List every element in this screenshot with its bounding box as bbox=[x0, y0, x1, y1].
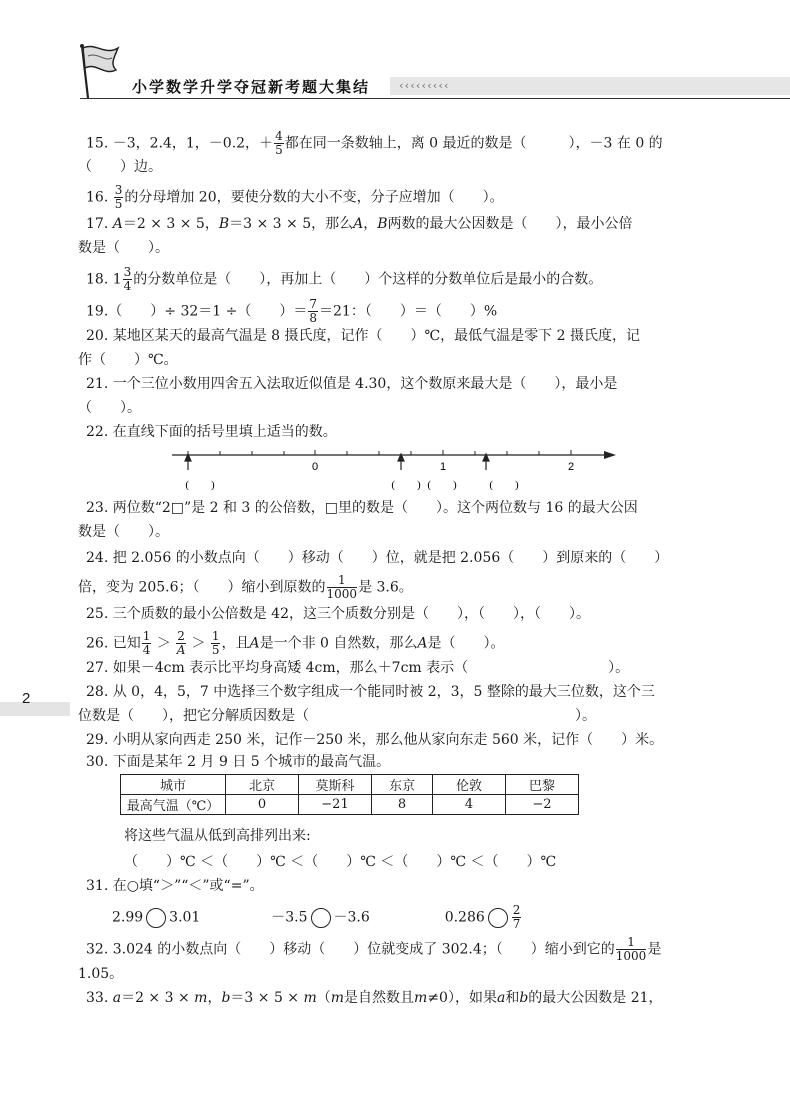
header-arrows: ‹‹‹‹‹‹‹‹‹ bbox=[398, 79, 449, 92]
q24-line2: 倍，变为 205.6；（ ）缩小到原数的 $\frac{1}{1000}$ 是 3.6。 bbox=[78, 573, 413, 601]
compare-circle bbox=[488, 908, 508, 928]
table-cell: 8 bbox=[372, 795, 433, 815]
fraction: $\frac{1}{1000}$ bbox=[615, 935, 647, 963]
q30-instruction: 将这些气温从低到高排列出来: bbox=[124, 828, 311, 844]
fraction: $\frac{2}{A}$ bbox=[176, 629, 186, 657]
q31: 31. 在○填“＞”“＜”或“=”。 bbox=[86, 878, 264, 894]
q29: 29. 小明从家向西走 250 米，记作－250 米，那么他从家向东走 560 米，记作（ ）米。 bbox=[86, 732, 664, 748]
fraction: $\frac{4}{5}$ bbox=[275, 129, 283, 157]
q16: 16. $\frac{3}{5}$ 的分母增加 20，要使分数的大小不变，分子应增加（ ）。 bbox=[86, 183, 504, 211]
table-cell: 城市 bbox=[121, 775, 226, 795]
number-line-label-1: 1 bbox=[439, 461, 447, 473]
table-row bbox=[121, 775, 579, 795]
number-line-blank-2: ( ) bbox=[391, 479, 421, 491]
number-line-label-2: 2 bbox=[567, 461, 575, 473]
q30: 30. 下面是某年 2 月 9 日 5 个城市的最高气温。 bbox=[86, 754, 391, 770]
page-number: 2 bbox=[22, 690, 31, 707]
q15-line2: （ ）边。 bbox=[78, 159, 162, 175]
fraction: $\frac{2}{7}$ bbox=[512, 903, 521, 931]
q21-line1: 21. 一个三位小数用四舍五入法取近似值是 4.30，这个数原来最大是（ ），最小是 bbox=[86, 376, 618, 392]
flag-logo-icon bbox=[70, 40, 140, 102]
fraction: $\frac{3}{4}$ bbox=[123, 265, 132, 293]
table-cell: 东京 bbox=[372, 775, 433, 795]
q28-line1: 28. 从 0，4，5，7 中选择三个数字组成一个能同时被 2，3，5 整除的最大三位数，这个三 bbox=[86, 684, 655, 700]
q22: 22. 在直线下面的括号里填上适当的数。 bbox=[86, 424, 337, 440]
table-cell: 伦敦 bbox=[433, 775, 506, 795]
table-cell: 巴黎 bbox=[506, 775, 579, 795]
q18: 18. 1 $\frac{3}{4}$ 的分数单位是（ ），再加上（ ）个这样的分数单位后是最小的合数。 bbox=[86, 265, 603, 293]
fraction: $\frac{7}{8}$ bbox=[309, 297, 317, 325]
table-cell: 0 bbox=[226, 795, 299, 815]
q31-items: 2.99 3.01 －3.5 －3.6 0.286 $\frac{2}{7}$ bbox=[112, 903, 521, 931]
fraction: $\frac{1}{4}$ bbox=[142, 629, 151, 657]
number-line-label-0: 0 bbox=[311, 461, 319, 473]
q32-line1: 32. 3.024 的小数点向（ ）移动（ ）位就变成了 302.4；（ ）缩小到它的 $\frac{1}{1000}$ 是 bbox=[86, 935, 662, 963]
table-cell: 北京 bbox=[226, 775, 299, 795]
page-header bbox=[70, 40, 790, 100]
q17-line1: 17. A＝2 × 3 × 5，B＝3 × 3 × 5，那么A，B两数的最大公因数是（ ），最小公倍 bbox=[86, 216, 633, 232]
q33: 33. a＝2 × 3 × m，b＝3 × 5 × m（m是自然数且m≠0），如果a和b的最大公因数是 21， bbox=[86, 990, 663, 1006]
q26: 26. 已知 $\frac{1}{4}$ ＞ $\frac{2}{A}$ ＞ $\frac{1}{5}$ ，且A是一个非 0 自然数，那么A是（ ）。 bbox=[86, 629, 505, 657]
table-cell: −2 bbox=[506, 795, 579, 815]
q30-blanks: （ ）℃ ＜（ ）℃ ＜（ ）℃ ＜（ ）℃ ＜（ ）℃ bbox=[124, 854, 557, 870]
table-row bbox=[121, 795, 579, 815]
number-line-blank-4: ( ) bbox=[489, 479, 519, 491]
table-cell: 莫斯科 bbox=[299, 775, 372, 795]
q27: 27. 如果－4cm 表示比平均身高矮 4cm，那么＋7cm 表示（ ）。 bbox=[86, 660, 630, 676]
q25: 25. 三个质数的最小公倍数是 42，这三个质数分别是（ ），（ ），（ ）。 bbox=[86, 606, 590, 622]
q24-line1: 24. 把 2.056 的小数点向（ ）移动（ ）位，就是把 2.056（ ）到原来的（ ） bbox=[86, 550, 669, 566]
table-cell: −21 bbox=[299, 795, 372, 815]
table-cell: 4 bbox=[433, 795, 506, 815]
header-title: 小学数学升学夺冠新考题大集结 bbox=[132, 78, 371, 96]
header-rule bbox=[80, 98, 790, 99]
q15-line1: 15. －3，2.4，1，－0.2，＋ $\frac{4}{5}$ 都在同一条数轴上，离 0 最近的数是（ ），－3 在 0 的 bbox=[86, 129, 663, 157]
number-line-blank-3: ( ) bbox=[427, 479, 457, 491]
q17-line2: 数是（ ）。 bbox=[78, 240, 169, 256]
compare-circle bbox=[146, 908, 166, 928]
q23-line1: 23. 两位数“2□”是 2 和 3 的公倍数，□里的数是（ ）。这个两位数与 16 的最大公因 bbox=[86, 500, 638, 516]
q23-line2: 数是（ ）。 bbox=[78, 524, 169, 540]
fraction: $\frac{3}{5}$ bbox=[114, 183, 123, 211]
q32-line2: 1.05。 bbox=[78, 966, 124, 982]
number-line bbox=[168, 446, 628, 492]
fraction: $\frac{1}{1000}$ bbox=[326, 573, 358, 601]
number-line-blank-1: ( ) bbox=[185, 479, 215, 491]
q28-line2: 位数是（ ），把它分解质因数是（ ）。 bbox=[78, 708, 596, 724]
temperature-table bbox=[120, 774, 579, 815]
q20-line1: 20. 某地区某天的最高气温是 8 摄氏度，记作（ ）℃，最低气温是零下 2 摄氏度，记 bbox=[86, 328, 640, 344]
side-band bbox=[0, 702, 70, 716]
q21-line2: （ ）。 bbox=[78, 400, 141, 416]
fraction: $\frac{1}{5}$ bbox=[211, 629, 220, 657]
table-cell: 最高气温（℃） bbox=[121, 795, 226, 815]
q19: 19.（ ）÷ 32＝1 ÷（ ）＝ $\frac{7}{8}$ ＝21：（ ）＝（ ）% bbox=[86, 297, 498, 325]
q20-line2: 作（ ）℃。 bbox=[78, 352, 178, 368]
compare-circle bbox=[311, 908, 331, 928]
header-band bbox=[390, 77, 790, 95]
